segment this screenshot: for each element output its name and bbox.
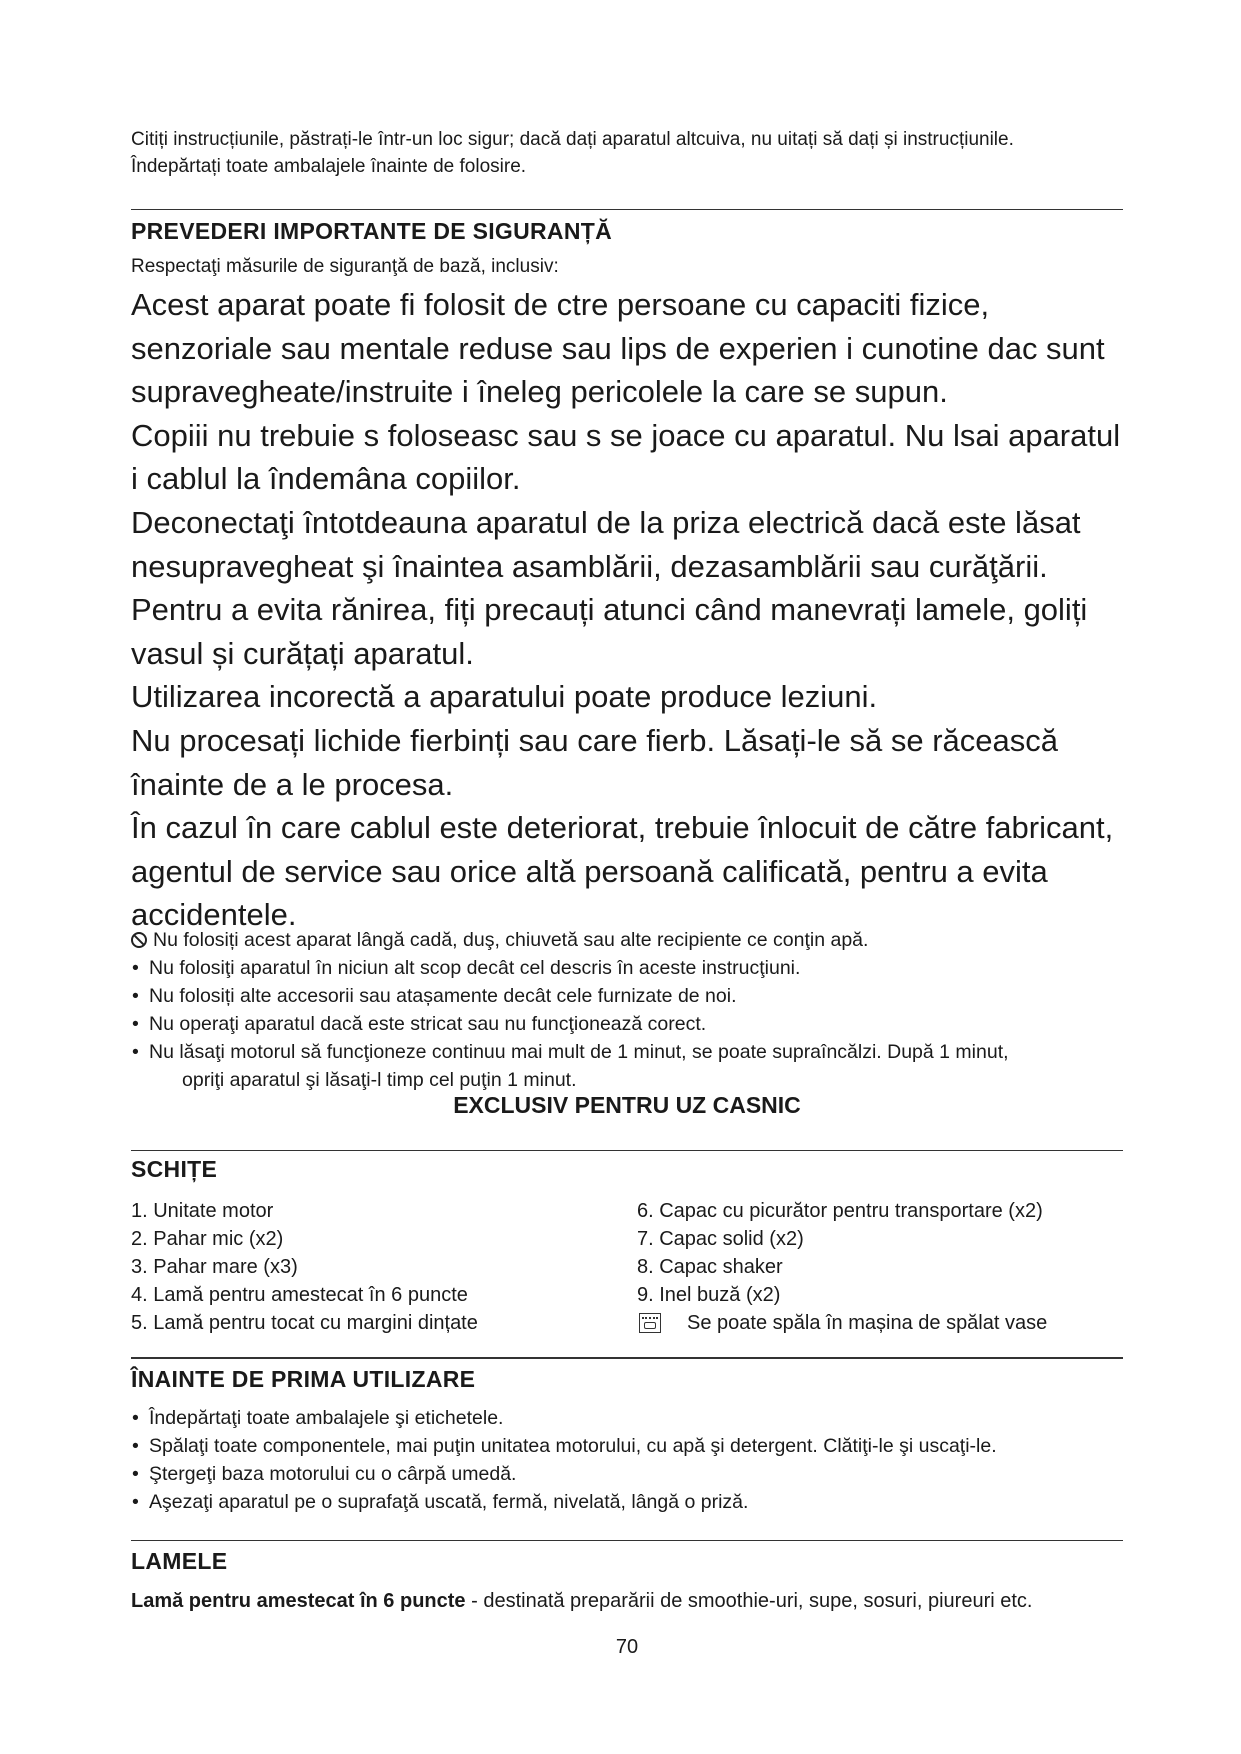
prohibited-text: Nu folosiți acest aparat lângă cadă, duş, chiuvetă sau alte recipiente ce conţin apă. (153, 929, 869, 951)
prohibited-icon (131, 932, 147, 948)
lamele-item-text: - destinată preparării de smoothie-uri, supe, sosuri, piureuri etc. (465, 1590, 1033, 1612)
list-item: • Spălaţi toate componentele, mai puţin unitatea motorului, cu apă şi detergent. Clătiţi-le şi uscaţi-le. (132, 1435, 997, 1457)
lamele-description (131, 1590, 1032, 1613)
list-item: • Aşezaţi aparatul pe o suprafaţă uscată, fermă, nivelată, lângă o priză. (132, 1491, 749, 1513)
list-item: 3. Pahar mare (x3) (131, 1256, 298, 1278)
schite-heading: SCHIȚE (131, 1156, 218, 1182)
list-item: 2. Pahar mic (x2) (131, 1228, 284, 1250)
list-item: 9. Inel buză (x2) (637, 1284, 781, 1306)
section-divider (131, 209, 1123, 210)
parts-list-right (637, 1197, 1123, 1341)
dishwasher-note: Se poate spăla în mașina de spălat vase (637, 1309, 1047, 1337)
list-item: 8. Capac shaker (637, 1256, 783, 1278)
safety-bullet-list (131, 926, 1123, 1094)
list-item: • Ştergeţi baza motorului cu o cârpă umedă. (132, 1463, 517, 1485)
safety-paragraph: Acest aparat poate fi folosit de ctre persoane cu capaciti fizice, senzoriale sau mentale reduse sau lips de experien i cunotine dac sunt supravegheate/instruite i îneleg pericolele la care se supun. (131, 287, 1105, 410)
list-item: 4. Lamă pentru amestecat în 6 puncte (131, 1284, 468, 1306)
intro-line-1: Citiți instrucțiunile, păstrați-le într-un loc sigur; dacă dați aparatul altcuiva, nu uitați să dați și instrucțiunile. (131, 129, 1014, 150)
before-first-use-list (131, 1404, 1123, 1516)
intro-text (131, 126, 1123, 180)
dishwasher-icon (639, 1313, 661, 1333)
before-first-use-heading: ÎNAINTE DE PRIMA UTILIZARE (131, 1366, 476, 1392)
safety-paragraph: În cazul în care cablul este deteriorat, trebuie înlocuit de către fabricant, agentul de service sau orice altă persoană calificată, pentru a evita accidentele. (131, 810, 1114, 933)
household-only-notice: EXCLUSIV PENTRU UZ CASNIC (453, 1092, 801, 1118)
list-item: 5. Lamă pentru tocat cu margini dințate (131, 1312, 478, 1334)
safety-paragraph: Copiii nu trebuie s foloseasc sau s se joace cu aparatul. Nu lsai aparatul i cablul la îndemâna copiilor. (131, 417, 1121, 497)
list-item: • Nu folosiți alte accesorii sau atașamente decât cele furnizate de noi. (132, 985, 737, 1007)
lamele-item-name: Lamă pentru amestecat în 6 puncte (131, 1590, 466, 1612)
safety-paragraph: Deconectaţi întotdeauna aparatul de la priza electrică dacă este lăsat nesupravegheat şi înaintea asamblării, dezasamblării sau curăţării. (131, 504, 1081, 584)
safety-warnings (131, 283, 1123, 937)
safety-paragraph: Utilizarea incorectă a aparatului poate produce leziuni. (131, 679, 878, 715)
list-item: 1. Unitate motor (131, 1200, 274, 1222)
list-item: 7. Capac solid (x2) (637, 1228, 804, 1250)
list-item: • Nu lăsaţi motorul să funcţioneze continuu mai mult de 1 minut, se poate supraîncălzi. După 1 minut, (132, 1041, 1009, 1063)
section-divider (131, 1150, 1123, 1151)
safety-heading: PREVEDERI IMPORTANTE DE SIGURANȚĂ (131, 218, 613, 244)
safety-paragraph: Pentru a evita rănirea, fiți precauți atunci când manevrați lamele, goliți vasul și curățați aparatul. (131, 592, 1088, 671)
section-divider (131, 1540, 1123, 1541)
page-number: 70 (615, 1636, 639, 1658)
section-divider (131, 1357, 1123, 1359)
safety-subheading: Respectaţi măsurile de siguranţă de bază, inclusiv: (131, 256, 559, 277)
list-item: • Nu folosiţi aparatul în niciun alt scop decât cel descris în aceste instrucţiuni. (132, 957, 801, 979)
intro-line-2: Îndepărtați toate ambalajele înainte de folosire. (131, 156, 527, 177)
lamele-heading: LAMELE (131, 1548, 228, 1574)
prohibited-item (131, 926, 1123, 954)
list-item: 6. Capac cu picurător pentru transportare (x2) (637, 1200, 1043, 1222)
list-item: • Îndepărtaţi toate ambalajele şi etichetele. (132, 1407, 504, 1429)
parts-list-left (131, 1197, 631, 1337)
list-item: • Nu operaţi aparatul dacă este stricat sau nu funcţionează corect. (132, 1013, 707, 1035)
safety-paragraph: Nu procesați lichide fierbinți sau care fierb. Lăsați-le să se răcească înainte de a le procesa. (131, 722, 1059, 802)
list-item-continuation: opriţi aparatul şi lăsaţi-l timp cel puţin 1 minut. (182, 1069, 577, 1091)
